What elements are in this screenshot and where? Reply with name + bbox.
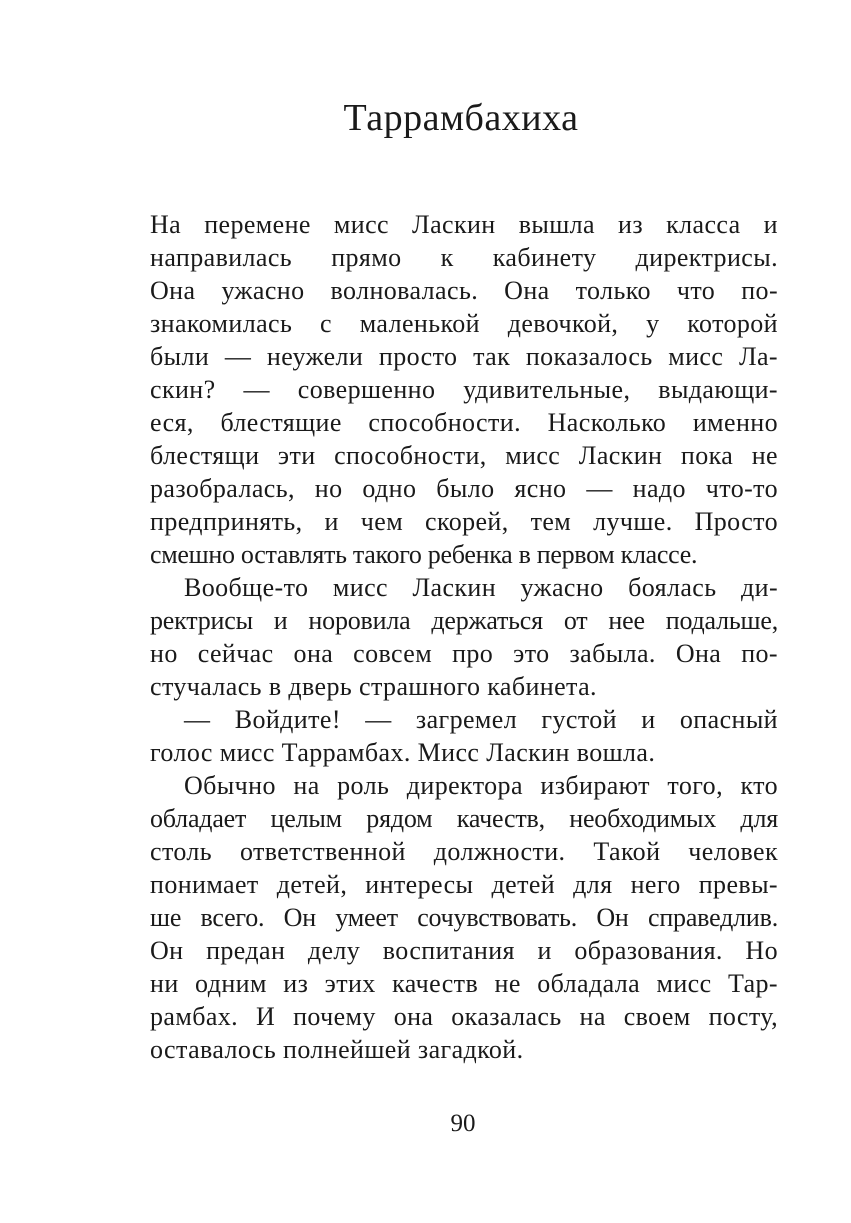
text-line: — Войдите! — загремел густой и опасный bbox=[184, 705, 778, 734]
text-line: столь ответственной должности. Такой человек bbox=[150, 837, 778, 866]
body-text bbox=[150, 208, 778, 1066]
text-line: ректрисы и норовила держаться от нее подальше, bbox=[150, 606, 778, 635]
text-line: направилась прямо к кабинету директрисы. bbox=[150, 243, 778, 272]
text-line: Вообще-то мисс Ласкин ужасно боялась ди- bbox=[184, 573, 778, 602]
text-line: На перемене мисс Ласкин вышла из класса и bbox=[150, 210, 778, 239]
text-line: блестящи эти способности, мисс Ласкин пока не bbox=[150, 441, 778, 470]
text-line: смешно оставлять такого ребенка в первом классе. bbox=[150, 540, 698, 569]
text-line: Он предан делу воспитания и образования. Но bbox=[150, 936, 778, 965]
text-line: Обычно на роль директора избирают того, кто bbox=[184, 771, 778, 800]
text-line: голос мисс Таррамбах. Мисс Ласкин вошла. bbox=[150, 738, 656, 767]
text-line: предпринять, и чем скорей, тем лучше. Просто bbox=[150, 507, 778, 536]
chapter-title: Таррамбахиха bbox=[343, 97, 579, 139]
text-line: понимает детей, интересы детей для него превы- bbox=[150, 870, 778, 899]
text-line: ни одним из этих качеств не обладала мисс Тар- bbox=[150, 969, 778, 998]
text-line: но сейчас она совсем про это забыла. Она по- bbox=[150, 639, 778, 668]
text-line: рамбах. И почему она оказалась на своем посту, bbox=[150, 1002, 778, 1031]
text-line: стучалась в дверь страшного кабинета. bbox=[150, 672, 597, 701]
text-line: оставалось полнейшей загадкой. bbox=[150, 1035, 524, 1064]
text-line: знакомилась с маленькой девочкой, у которой bbox=[150, 309, 778, 338]
text-line: были — неужели просто так показалось мисс Ла- bbox=[150, 342, 778, 371]
text-line: обладает целым рядом качеств, необходимых для bbox=[150, 804, 778, 833]
page-number: 90 bbox=[450, 1110, 476, 1137]
text-line: скин? — совершенно удивительные, выдающи- bbox=[150, 375, 778, 404]
text-line: Она ужасно волновалась. Она только что по- bbox=[150, 276, 778, 305]
text-line: еся, блестящие способности. Насколько именно bbox=[150, 408, 778, 437]
text-line: ше всего. Он умеет сочувствовать. Он справедлив. bbox=[150, 903, 778, 932]
text-line: разобралась, но одно было ясно — надо что-то bbox=[150, 474, 778, 503]
